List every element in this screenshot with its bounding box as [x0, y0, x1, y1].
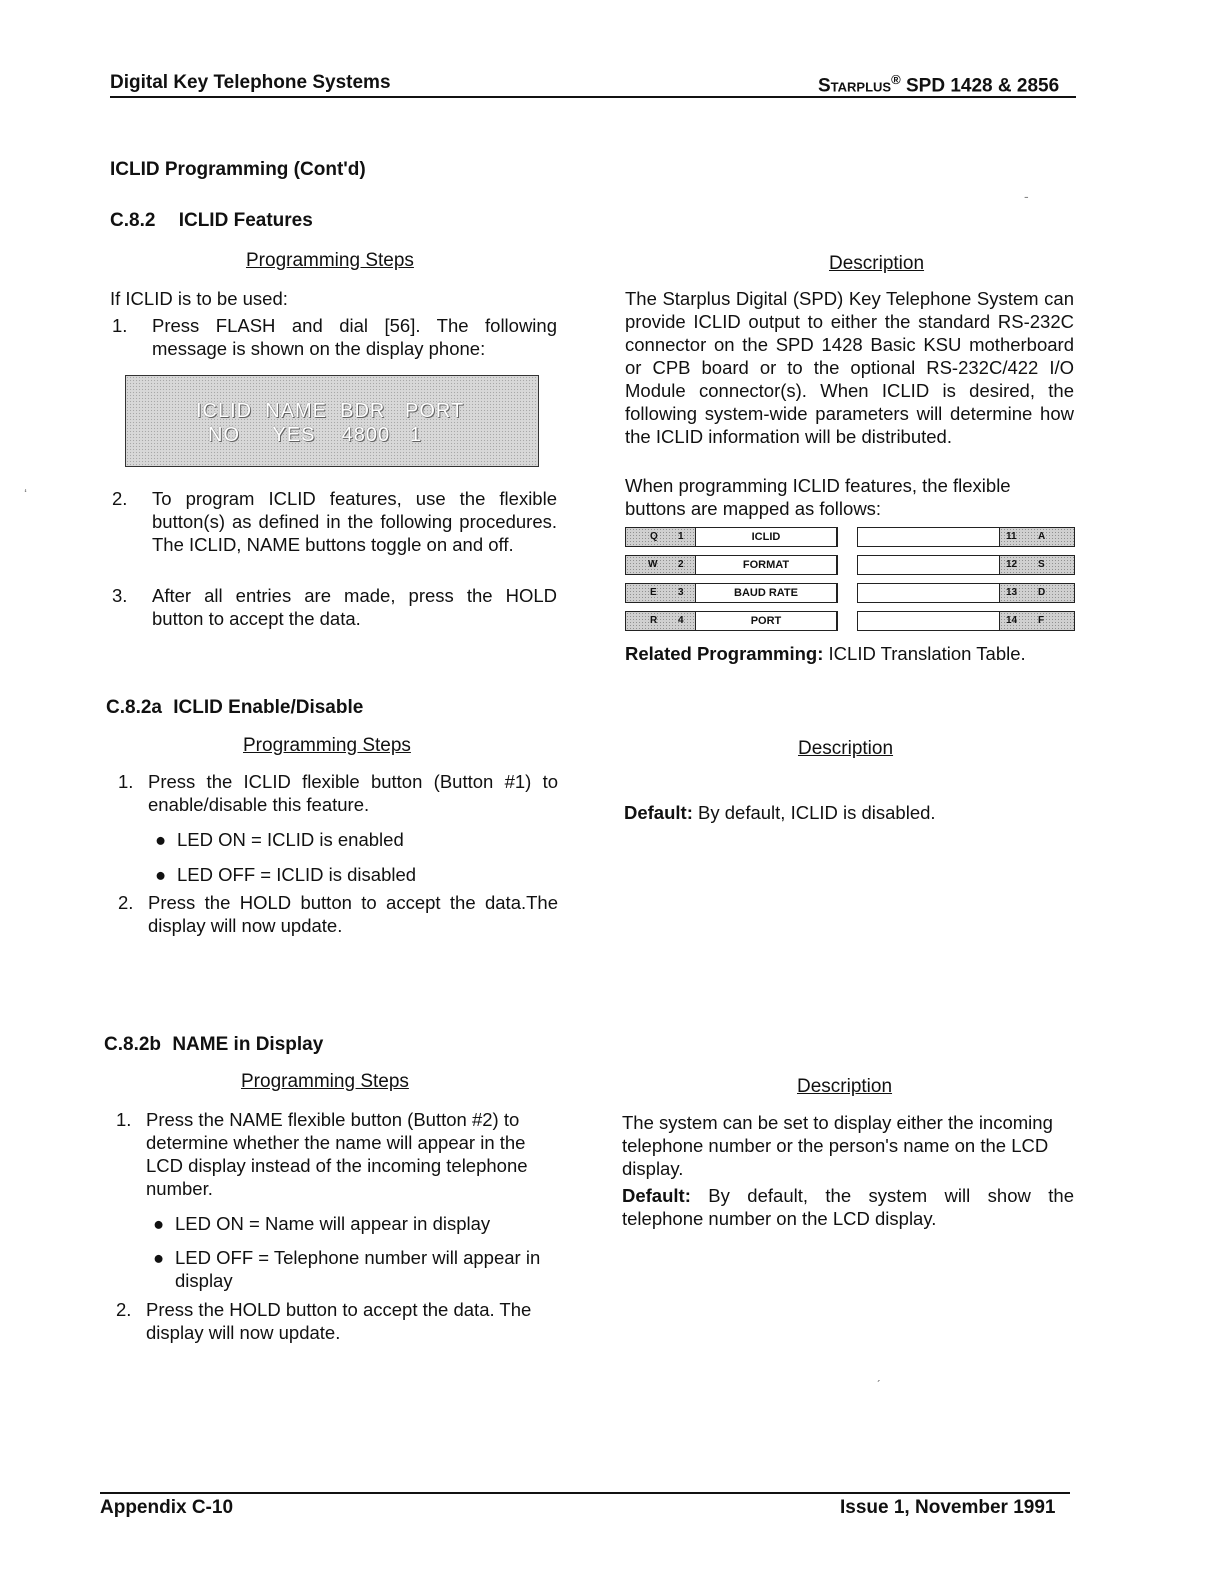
section-2-default [624, 801, 936, 824]
footer-left: Appendix C-10 [100, 1497, 234, 1518]
bullet-text: LED OFF = ICLID is disabled [177, 864, 417, 885]
default-text: By default, ICLID is disabled. [692, 802, 936, 823]
step-text: Press FLASH and dial [56]. The following message is shown on the display phone: [152, 315, 557, 359]
section-3-heading [104, 1034, 323, 1056]
related-text: ICLID Translation Table. [823, 643, 1026, 664]
step-number: 2. [112, 488, 128, 509]
section-1-title: ICLID Features [178, 210, 313, 231]
label-port: PORT [695, 611, 838, 631]
key-13-d: 13 D [999, 583, 1075, 603]
header-right [818, 72, 1059, 97]
section-3-steps-title: Programming Steps [241, 1071, 409, 1092]
section-2-title: ICLID Enable/Disable [173, 697, 364, 718]
default-label: Default: [622, 1185, 691, 1206]
footer-rule [100, 1492, 1070, 1494]
lcd-line-2: NO YES 4800 1 [208, 424, 422, 446]
step-number: 2. [118, 892, 134, 913]
button-row-3 [625, 583, 1075, 603]
key-r-4: R 4 [625, 611, 697, 631]
section-3-desc-title: Description [797, 1076, 893, 1097]
section-3-number: C.8.2b [104, 1034, 162, 1055]
button-row-1 [625, 527, 1075, 547]
step-number: 1. [112, 315, 128, 336]
step-text: Press the HOLD button to accept the data. The display will now update. [146, 1299, 532, 1343]
key-12-s: 12 S [999, 555, 1075, 575]
label-iclid: ICLID [695, 527, 838, 547]
bullet-glyph: ● [153, 1247, 165, 1268]
label-baud-rate: BAUD RATE [695, 583, 838, 603]
step-number: 1. [116, 1109, 132, 1130]
key-q-1: Q 1 [625, 527, 697, 547]
header-model: SPD 1428 & 2856 [900, 75, 1060, 97]
section-2-desc-title: Description [798, 738, 894, 759]
bullet-glyph: ● [153, 1213, 165, 1234]
section-1-steps-title: Programming Steps [246, 250, 414, 271]
related-programming [625, 642, 1026, 665]
bullet-glyph: ● [155, 864, 167, 885]
blank-field-3 [857, 583, 1001, 603]
section-3-title: NAME in Display [172, 1034, 324, 1055]
key-e-3: E 3 [625, 583, 697, 603]
section-1-desc-text: The Starplus Digital (SPD) Key Telephone System can provide ICLID output to either the standard RS-232C connector on the SPD 1428 Basic KSU motherboard or CPB board or to the optional RS-232C/422 I/O Module connector(s). When ICLID is desired, the following system-wide parameters will determine how the ICLID information will be distributed. [625, 288, 1074, 447]
blank-field-4 [857, 611, 1001, 631]
section-1-heading [110, 210, 313, 232]
step-number: 3. [112, 585, 128, 606]
section-2-steps-title: Programming Steps [243, 735, 411, 756]
bullet-glyph: ● [155, 829, 167, 850]
step-text: Press the ICLID flexible button (Button #1) to enable/disable this feature. [148, 771, 558, 815]
label-format: FORMAT [695, 555, 838, 575]
section-1-desc-title: Description [829, 253, 925, 274]
key-11-a: 11 A [999, 527, 1075, 547]
button-row-4 [625, 611, 1075, 631]
section-2-heading [106, 697, 363, 719]
key-w-2: W 2 [625, 555, 697, 575]
step-number: 2. [116, 1299, 132, 1320]
section-1-desc-text-2: When programming ICLID features, the flexible buttons are mapped as follows: [625, 475, 1011, 519]
section-3-default [622, 1184, 1074, 1230]
bullet-text: LED OFF = Telephone number will appear in display [175, 1247, 541, 1291]
button-row-2 [625, 555, 1075, 575]
header-left: Digital Key Telephone Systems [110, 72, 391, 93]
step-number: 1. [118, 771, 134, 792]
default-label: Default: [624, 802, 693, 823]
header-reg: ® [891, 72, 901, 87]
section-1-intro: If ICLID is to be used: [110, 288, 288, 309]
related-label: Related Programming: [625, 643, 824, 664]
section-2-number: C.8.2a [106, 697, 162, 718]
bullet-text: LED ON = Name will appear in display [175, 1213, 491, 1234]
page-title: ICLID Programming (Cont'd) [110, 159, 366, 180]
scan-mark: - [1024, 188, 1029, 204]
step-text: To program ICLID features, use the flexible button(s) as defined in the following procedures. The ICLID, NAME buttons toggle on and off. [152, 488, 557, 555]
section-3-desc-text: The system can be set to display either the incoming telephone number or the person's name on the LCD display. [622, 1112, 1053, 1179]
step-text: After all entries are made, press the HOLD button to accept the data. [152, 585, 557, 629]
key-14-f: 14 F [999, 611, 1075, 631]
scan-mark: ʻ [24, 486, 28, 502]
header-brand: Starplus [818, 75, 892, 97]
header-rule [110, 96, 1076, 98]
footer-right: Issue 1, November 1991 [840, 1497, 1056, 1518]
scan-mark: ˏ [876, 1366, 881, 1382]
blank-field-2 [857, 555, 1001, 575]
step-text: Press the NAME flexible button (Button #2) to determine whether the name will appear in the LCD display instead of the incoming telephone number. [146, 1109, 528, 1199]
default-text: By default, the system will show the telephone number on the LCD display. [622, 1185, 1074, 1229]
bullet-text: LED ON = ICLID is enabled [177, 829, 404, 850]
lcd-display [125, 375, 539, 467]
blank-field-1 [857, 527, 1001, 547]
step-text: Press the HOLD button to accept the data.The display will now update. [148, 892, 558, 936]
lcd-line-1: ICLID NAME BDR PORT [196, 400, 465, 422]
section-1-number: C.8.2 [110, 210, 156, 231]
